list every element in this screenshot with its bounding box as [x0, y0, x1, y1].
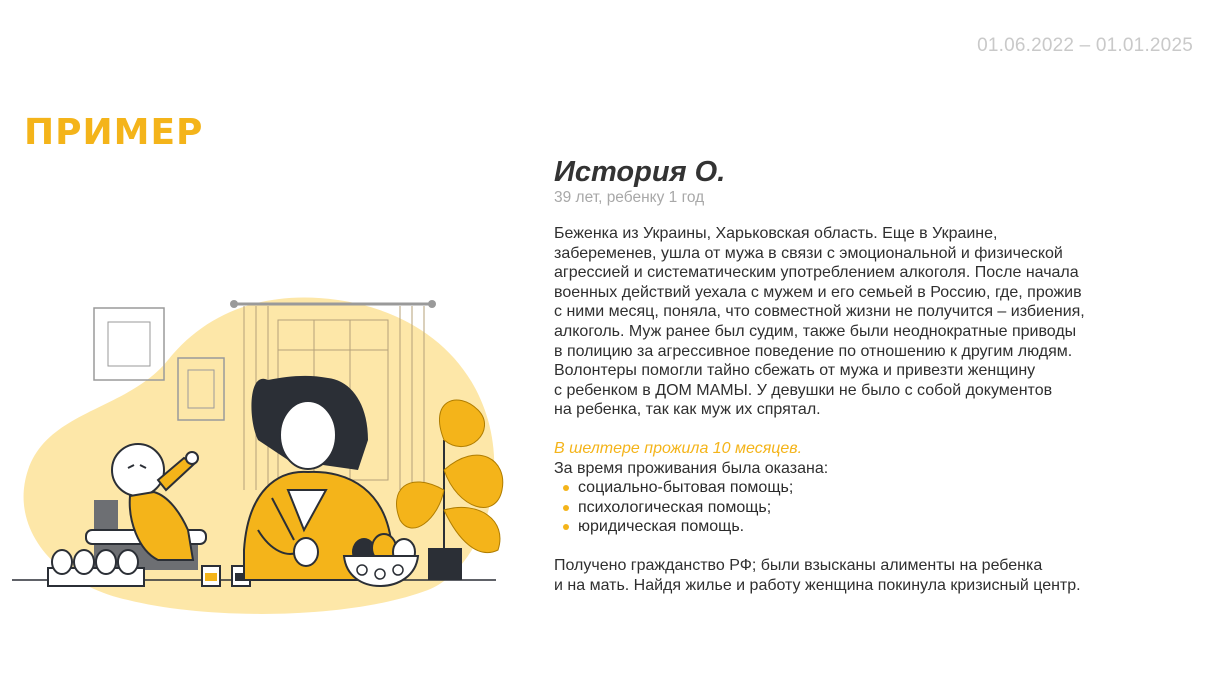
help-intro: За время проживания была оказана: [554, 459, 829, 477]
story-block [554, 155, 1184, 595]
help-list-item: психологическая помощь; [563, 498, 1184, 518]
story-body-line: Беженка из Украины, Харьковская область. Еще в Украине, [554, 225, 998, 242]
story-body-line: Волонтеры помогли тайно сбежать от мужа и привезти женщину [554, 362, 1036, 380]
story-subtitle: 39 лет, ребенку 1 год [554, 189, 705, 206]
mother-feeding-baby-illustration [8, 290, 508, 620]
story-body-line: алкоголь. Муж ранее был судим, также были неоднократные приводы [554, 322, 1077, 340]
slide-title: ПРИМЕР [24, 112, 204, 153]
story-body-line: с ребенком в ДОМ МАМЫ. У девушки не было с собой документов [554, 381, 1053, 399]
shelter-note: В шелтере прожила 10 месяцев. [554, 439, 803, 457]
outcome-line: и на мать. Найдя жилье и работу женщина покинула кризисный центр. [554, 576, 1081, 594]
story-title: История О. [554, 156, 726, 188]
story-body-line: забеременев, ушла от мужа в связи с эмоциональной и физической [554, 244, 1063, 262]
help-list-item: юридическая помощь. [563, 517, 1184, 537]
picture-frame [94, 308, 164, 380]
help-list-item: социально-бытовая помощь; [563, 478, 1184, 498]
outcome [554, 556, 1184, 595]
help-list [554, 478, 1184, 537]
story-body-line: на ребенка, так как муж их спрятал. [554, 401, 821, 419]
outcome-line: Получено гражданство РФ; были взысканы алименты на ребенка [554, 556, 1043, 574]
story-body-line: военных действий уехала с мужем и его семьей в Россию, где, прожив [554, 283, 1082, 301]
story-body [554, 224, 1184, 420]
story-body-line: агрессией и систематическим употреблением алкоголя. После начала [554, 264, 1079, 282]
date-range: 01.06.2022 – 01.01.2025 [977, 35, 1193, 56]
story-body-line: в полицию за агрессивное поведение по отношению к другим людям. [554, 342, 1073, 360]
story-body-line: с ними месяц, поняла, что совместной жизни не получится – избиения, [554, 303, 1085, 321]
